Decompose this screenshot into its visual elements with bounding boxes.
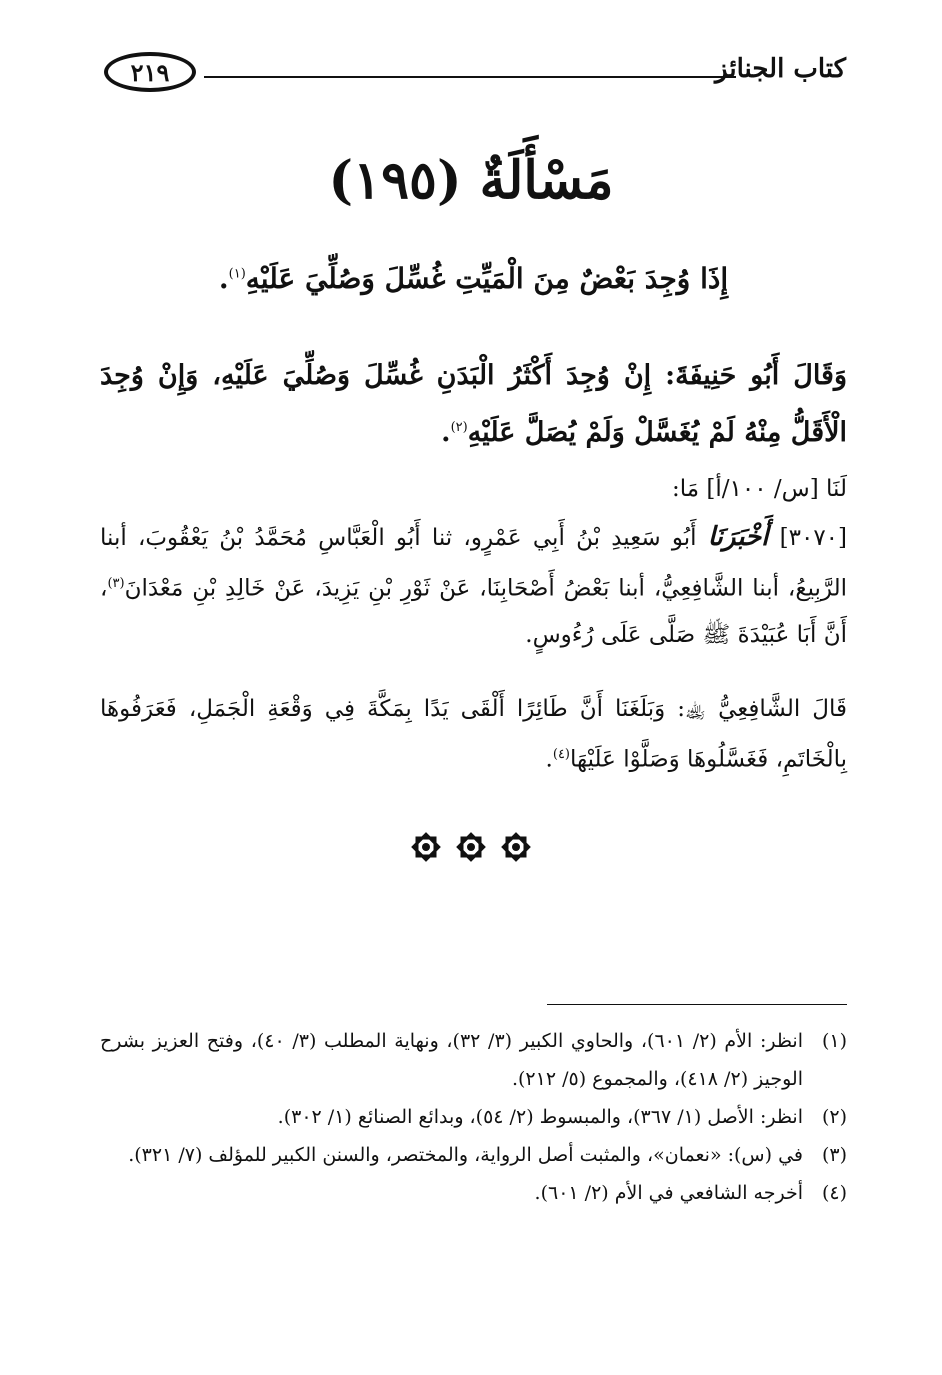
footnote-item xyxy=(100,1136,847,1174)
footnote-ref-3[interactable]: (٣) xyxy=(107,576,125,591)
footnote-text: انظر: الأصل (١/ ٣٦٧)، والمبسوط (٢/ ٥٤)، وبدائع الصنائع (١/ ٣٠٢). xyxy=(277,1106,803,1128)
footnote-number: (٣) xyxy=(821,1144,847,1166)
akhbarana-word: أَخْبَرَنَا xyxy=(707,522,769,552)
footnote-number: (٢) xyxy=(821,1106,847,1128)
running-header xyxy=(104,52,846,102)
shafii-text: قَالَ الشَّافِعِيُّ ﵀: وَبَلَغَنَا أَنَّ طَائِرًا أَلْقَى يَدًا بِمَكَّةَ فِي وَقْعَةِ الْجَمَلِ، فَعَرَفُوهَا بِالْخَاتَمِ، فَغَسَّلُوهَا وَصَلَّوْا عَلَيْهَا xyxy=(100,696,847,773)
ornament-star-icon xyxy=(411,832,441,862)
book-title: كتاب الجنائز xyxy=(715,54,846,84)
hadith-number: [٣٠٧٠] xyxy=(779,525,848,551)
header-rule xyxy=(204,76,736,78)
footnote-text: أخرجه الشافعي في الأم (٢/ ٦٠١). xyxy=(534,1182,803,1204)
abu-hanifa-end: . xyxy=(441,417,451,448)
footnote-text: في (س): «نعمان»، والمثبت أصل الرواية، والمختصر، والسنن الكبير للمؤلف (٧/ ٣٢١). xyxy=(128,1144,803,1166)
footnotes xyxy=(100,1022,847,1212)
abu-hanifa-paragraph xyxy=(100,350,847,459)
footnote-ref-2[interactable]: (٢) xyxy=(450,420,468,435)
ruling-statement xyxy=(100,262,847,295)
footnote-ref-4[interactable]: (٤) xyxy=(552,747,570,762)
hadith-matn-text: ، أَنَّ أَبَا عُبَيْدَةَ ﷺ صَلَّى عَلَى رُءُوسٍ. xyxy=(100,575,847,648)
footnote-item xyxy=(100,1098,847,1136)
footnote-ref-1[interactable]: (١) xyxy=(228,266,246,282)
lana-line: لَنَا [س/ ١٠٠/أ] مَا: xyxy=(672,476,847,502)
shafii-end: . xyxy=(545,746,553,773)
footnote-item xyxy=(100,1174,847,1212)
hadith-isnad-text: أَبُو سَعِيدِ بْنُ أَبِي عَمْرٍو، ثنا أَبُو الْعَبَّاسِ مُحَمَّدُ بْنُ يَعْقُوبَ، أبنا الرَّبِيعُ، أبنا الشَّافِعِيُّ، أبنا بَعْضُ أَصْحَابِنَا، عَنْ ثَوْرِ بْنِ يَزِيدَ، عَنْ خَالِدِ بْنِ مَعْدَانَ xyxy=(100,525,847,602)
footnote-item xyxy=(100,1022,847,1098)
footnote-separator xyxy=(547,1004,847,1005)
masala-title: مَسْأَلَةٌ (١٩٥) xyxy=(328,150,614,211)
footnote-text: انظر: الأم (٢/ ٦٠١)، والحاوي الكبير (٣/ ٣٢)، ونهاية المطلب (٣/ ٤٠)، وفتح العزيز بشرح الوجيز (٢/ ٤١٨)، والمجموع (٥/ ٢١٢). xyxy=(100,1030,803,1090)
abu-hanifa-text: وَقَالَ أَبُو حَنِيفَةَ: إِنْ وُجِدَ أَكْثَرُ الْبَدَنِ غُسِّلَ وَصُلِّيَ عَلَيْهِ، وَإِنْ وُجِدَ الْأَقَلُّ مِنْهُ لَمْ يُغَسَّلْ وَلَمْ يُصَلَّ عَلَيْهِ xyxy=(100,360,847,448)
section-ornament xyxy=(0,832,942,866)
hadith-paragraph xyxy=(100,514,847,658)
footnote-number: (٤) xyxy=(821,1182,847,1204)
shafii-paragraph xyxy=(100,686,847,783)
ornament-star-icon xyxy=(456,832,486,862)
ruling-text: إِذَا وُجِدَ بَعْضٌ مِنَ الْمَيِّتِ غُسِّلَ وَصُلِّيَ عَلَيْهِ xyxy=(245,262,729,295)
ruling-end: . xyxy=(218,262,229,295)
page-number: ٢١٩ xyxy=(104,52,196,92)
ornament-star-icon xyxy=(501,832,531,862)
footnote-number: (١) xyxy=(821,1030,847,1052)
